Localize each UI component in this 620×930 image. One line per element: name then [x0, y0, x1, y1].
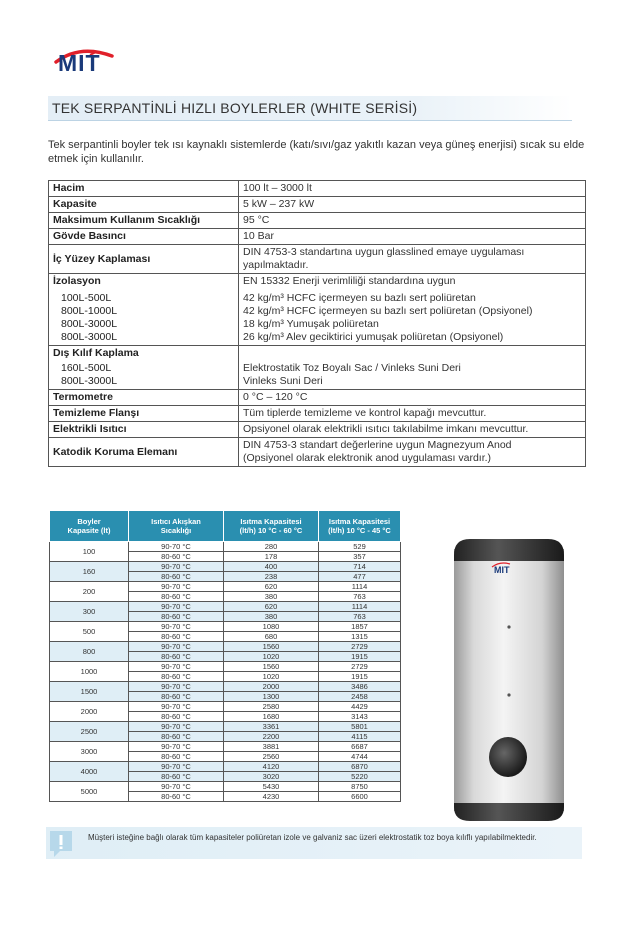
capacity-60-cell: 620: [224, 602, 319, 612]
logo-text: MIT: [58, 50, 101, 76]
capacity-45-cell: 529: [319, 542, 401, 552]
heater-temp-cell: 80-60 °C: [129, 792, 224, 802]
spec-value: 0 °C – 120 °C: [239, 390, 586, 406]
capacity-45-cell: 4429: [319, 702, 401, 712]
spec-value: 95 °C: [239, 213, 586, 229]
heater-temp-cell: 90-70 °C: [129, 782, 224, 792]
capacity-row: [50, 602, 401, 612]
heater-temp-cell: 90-70 °C: [129, 702, 224, 712]
capacity-row: [50, 742, 401, 752]
spec-value: 10 Bar: [239, 229, 586, 245]
capacity-45-cell: 8750: [319, 782, 401, 792]
boiler-capacity-cell: 2000: [50, 702, 129, 722]
capacity-45-cell: 6600: [319, 792, 401, 802]
boiler-bottom-cap: [454, 803, 564, 821]
header-capacity-60: Isıtma Kapasitesi (lt/h) 10 °C - 60 °C: [224, 511, 319, 542]
heater-temp-cell: 80-60 °C: [129, 612, 224, 622]
heater-temp-cell: 80-60 °C: [129, 672, 224, 682]
capacity-60-cell: 1020: [224, 672, 319, 682]
spec-row-volume: [49, 181, 586, 197]
spec-value-line: yapılmaktadır.: [243, 259, 309, 271]
intro-paragraph: Tek serpantinli boyler tek ısı kaynaklı sistemlerde (katı/sıvı/gaz yakıtlı kazan veya güneş enerjisi) sıcak su elde etmek için kullanılır.: [48, 139, 585, 165]
capacity-row: [50, 582, 401, 592]
heater-temp-cell: 90-70 °C: [129, 602, 224, 612]
capacity-45-cell: 1114: [319, 602, 401, 612]
spec-value: [239, 274, 586, 346]
insulation-size: 100L-500L: [61, 292, 112, 304]
spec-label: İç Yüzey Kaplaması: [49, 245, 239, 274]
heater-temp-cell: 90-70 °C: [129, 682, 224, 692]
spec-label: Maksimum Kullanım Sıcaklığı: [49, 213, 239, 229]
spec-label: Katodik Koruma Elemanı: [49, 438, 239, 467]
boiler-top-cap: [454, 539, 564, 561]
capacity-60-cell: 1300: [224, 692, 319, 702]
capacity-60-cell: 620: [224, 582, 319, 592]
boiler-capacity-cell: 800: [50, 642, 129, 662]
boiler-capacity-cell: 3000: [50, 742, 129, 762]
capacity-60-cell: 4230: [224, 792, 319, 802]
capacity-45-cell: 477: [319, 572, 401, 582]
header-heater-temp: Isıtıcı Akışkan Sıcaklığı: [129, 511, 224, 542]
spec-value-line: DIN 4753-3 standartına uygun glasslined emaye uygulaması: [243, 246, 525, 258]
spec-row-outer-casing: [49, 346, 586, 390]
capacity-60-cell: 400: [224, 562, 319, 572]
capacity-row: [50, 622, 401, 632]
spec-label: Kapasite: [49, 197, 239, 213]
spec-value: 100 lt – 3000 lt: [239, 181, 586, 197]
boiler-capacity-cell: 100: [50, 542, 129, 562]
insulation-size: 800L-1000L: [61, 305, 118, 317]
boiler-capacity-cell: 2500: [50, 722, 129, 742]
capacity-row: [50, 542, 401, 552]
boiler-flange: [489, 737, 527, 777]
spec-value: 5 kW – 237 kW: [239, 197, 586, 213]
capacity-60-cell: 380: [224, 612, 319, 622]
heater-temp-cell: 80-60 °C: [129, 732, 224, 742]
boiler-capacity-cell: 200: [50, 582, 129, 602]
spec-label: [49, 274, 239, 346]
capacity-45-cell: 5220: [319, 772, 401, 782]
boiler-capacity-cell: 160: [50, 562, 129, 582]
capacity-45-cell: 1915: [319, 672, 401, 682]
capacity-45-cell: 763: [319, 612, 401, 622]
spec-value: Tüm tiplerde temizleme ve kontrol kapağı mevcuttur.: [239, 406, 586, 422]
insulation-value: 18 kg/m³ Yumuşak poliüretan: [243, 318, 379, 330]
capacity-45-cell: 3486: [319, 682, 401, 692]
spec-label: Hacim: [49, 181, 239, 197]
capacity-45-cell: 1915: [319, 652, 401, 662]
spec-value-line: DIN 4753-3 standart değerlerine uygun Magnezyum Anod: [243, 439, 512, 451]
capacity-60-cell: 3020: [224, 772, 319, 782]
capacity-row: [50, 762, 401, 772]
capacity-60-cell: 2200: [224, 732, 319, 742]
header-capacity-45: Isıtma Kapasitesi (lt/h) 10 °C - 45 °C: [319, 511, 401, 542]
capacity-45-cell: 2458: [319, 692, 401, 702]
outer-casing-size: 160L-500L: [61, 362, 112, 374]
capacity-row: [50, 722, 401, 732]
capacity-60-cell: 1080: [224, 622, 319, 632]
capacity-60-cell: 178: [224, 552, 319, 562]
insulation-value: 26 kg/m³ Alev geciktirici yumuşak poliüretan (Opsiyonel): [243, 331, 504, 343]
heater-temp-cell: 80-60 °C: [129, 752, 224, 762]
spec-label: Temizleme Flanşı: [49, 406, 239, 422]
capacity-row: [50, 562, 401, 572]
outer-casing-size: 800L-3000L: [61, 375, 118, 387]
capacity-45-cell: 4744: [319, 752, 401, 762]
heater-temp-cell: 80-60 °C: [129, 652, 224, 662]
outer-casing-value: Elektrostatik Toz Boyalı Sac / Vinleks Suni Deri: [243, 362, 461, 374]
note-text: Müşteri isteğine bağlı olarak tüm kapasiteler poliüretan izole ve galvaniz sac üzeri elektrostatik toz boya kılıflı yapılabilmektedir.: [88, 833, 537, 842]
capacity-45-cell: 1315: [319, 632, 401, 642]
boiler-capacity-cell: 300: [50, 602, 129, 622]
capacity-45-cell: 6870: [319, 762, 401, 772]
capacity-45-cell: 357: [319, 552, 401, 562]
capacity-60-cell: 680: [224, 632, 319, 642]
capacity-row: [50, 682, 401, 692]
capacity-60-cell: 1560: [224, 642, 319, 652]
boiler-port-top: [507, 625, 510, 628]
capacity-45-cell: 2729: [319, 642, 401, 652]
capacity-60-cell: 3361: [224, 722, 319, 732]
heater-temp-cell: 90-70 °C: [129, 562, 224, 572]
spec-row-cleaning-flange: [49, 406, 586, 422]
heater-temp-cell: 90-70 °C: [129, 662, 224, 672]
capacity-row: [50, 642, 401, 652]
page-title: TEK SERPANTİNLİ HIZLI BOYLERLER (WHITE SERİSİ): [52, 100, 418, 116]
spec-row-max-temp: [49, 213, 586, 229]
spec-label: [49, 346, 239, 390]
boiler-capacity-cell: 4000: [50, 762, 129, 782]
exclamation-icon: [46, 827, 76, 859]
heater-temp-cell: 80-60 °C: [129, 572, 224, 582]
capacity-row: [50, 782, 401, 792]
insulation-size: 800L-3000L: [61, 331, 118, 343]
insulation-size: 800L-3000L: [61, 318, 118, 330]
heater-temp-cell: 90-70 °C: [129, 722, 224, 732]
capacity-table-body: [50, 542, 401, 802]
spec-label: Termometre: [49, 390, 239, 406]
boiler-logo: MIT: [494, 565, 510, 575]
capacity-45-cell: 2729: [319, 662, 401, 672]
insulation-value: 42 kg/m³ HCFC içermeyen su bazlı sert poliüretan: [243, 292, 476, 304]
capacity-60-cell: 380: [224, 592, 319, 602]
heater-temp-cell: 90-70 °C: [129, 762, 224, 772]
spec-row-electric-heater: [49, 422, 586, 438]
heater-temp-cell: 90-70 °C: [129, 642, 224, 652]
spec-row-inner-coating: [49, 245, 586, 274]
capacity-row: [50, 662, 401, 672]
heater-temp-cell: 80-60 °C: [129, 772, 224, 782]
capacity-45-cell: 1114: [319, 582, 401, 592]
capacity-45-cell: 6687: [319, 742, 401, 752]
boiler-capacity-cell: 5000: [50, 782, 129, 802]
spec-value: [239, 438, 586, 467]
boiler-capacity-cell: 500: [50, 622, 129, 642]
spec-table: [48, 180, 586, 467]
outer-casing-value: Vinleks Suni Deri: [243, 375, 323, 387]
spec-value-line: (Opsiyonel olarak elektronik anod uygulaması vardır.): [243, 452, 492, 464]
boiler-capacity-cell: 1500: [50, 682, 129, 702]
capacity-row: [50, 702, 401, 712]
spec-value: [239, 245, 586, 274]
capacity-60-cell: 1020: [224, 652, 319, 662]
boiler-capacity-cell: 1000: [50, 662, 129, 682]
capacity-60-cell: 5430: [224, 782, 319, 792]
boiler-port-mid: [507, 693, 510, 696]
capacity-table-header: [50, 511, 401, 542]
spec-label: Gövde Basıncı: [49, 229, 239, 245]
spec-row-insulation: [49, 274, 586, 346]
spec-value: Opsiyonel olarak elektrikli ısıtıcı takılabilme imkanı mevcuttur.: [239, 422, 586, 438]
spec-row-capacity: [49, 197, 586, 213]
capacity-60-cell: 3881: [224, 742, 319, 752]
heater-temp-cell: 80-60 °C: [129, 592, 224, 602]
spec-row-body-pressure: [49, 229, 586, 245]
boiler-product-image: [450, 535, 570, 825]
capacity-45-cell: 5801: [319, 722, 401, 732]
capacity-60-cell: 238: [224, 572, 319, 582]
capacity-60-cell: 280: [224, 542, 319, 552]
capacity-60-cell: 1680: [224, 712, 319, 722]
capacity-60-cell: 2580: [224, 702, 319, 712]
header-boiler-capacity: Boyler Kapasite (lt): [50, 511, 129, 542]
heater-temp-cell: 90-70 °C: [129, 742, 224, 752]
spec-row-thermometer: [49, 390, 586, 406]
heater-temp-cell: 90-70 °C: [129, 622, 224, 632]
capacity-45-cell: 3143: [319, 712, 401, 722]
capacity-45-cell: 714: [319, 562, 401, 572]
insulation-standard: EN 15332 Enerji verimliliği standardına uygun: [243, 275, 456, 287]
capacity-60-cell: 4120: [224, 762, 319, 772]
capacity-60-cell: 1560: [224, 662, 319, 672]
capacity-60-cell: 2000: [224, 682, 319, 692]
capacity-60-cell: 2560: [224, 752, 319, 762]
spec-value: [239, 346, 586, 390]
insulation-label: İzolasyon: [53, 275, 101, 287]
spec-label: Elektrikli Isıtıcı: [49, 422, 239, 438]
capacity-45-cell: 763: [319, 592, 401, 602]
capacity-45-cell: 4115: [319, 732, 401, 742]
heater-temp-cell: 90-70 °C: [129, 582, 224, 592]
heater-temp-cell: 80-60 °C: [129, 712, 224, 722]
capacity-45-cell: 1857: [319, 622, 401, 632]
spec-row-cathodic: [49, 438, 586, 467]
insulation-value: 42 kg/m³ HCFC içermeyen su bazlı sert poliüretan (Opsiyonel): [243, 305, 533, 317]
outer-casing-label: Dış Kılıf Kaplama: [53, 347, 139, 359]
heater-temp-cell: 80-60 °C: [129, 552, 224, 562]
heater-temp-cell: 90-70 °C: [129, 542, 224, 552]
heater-temp-cell: 80-60 °C: [129, 692, 224, 702]
capacity-table: [49, 510, 401, 802]
heater-temp-cell: 80-60 °C: [129, 632, 224, 642]
